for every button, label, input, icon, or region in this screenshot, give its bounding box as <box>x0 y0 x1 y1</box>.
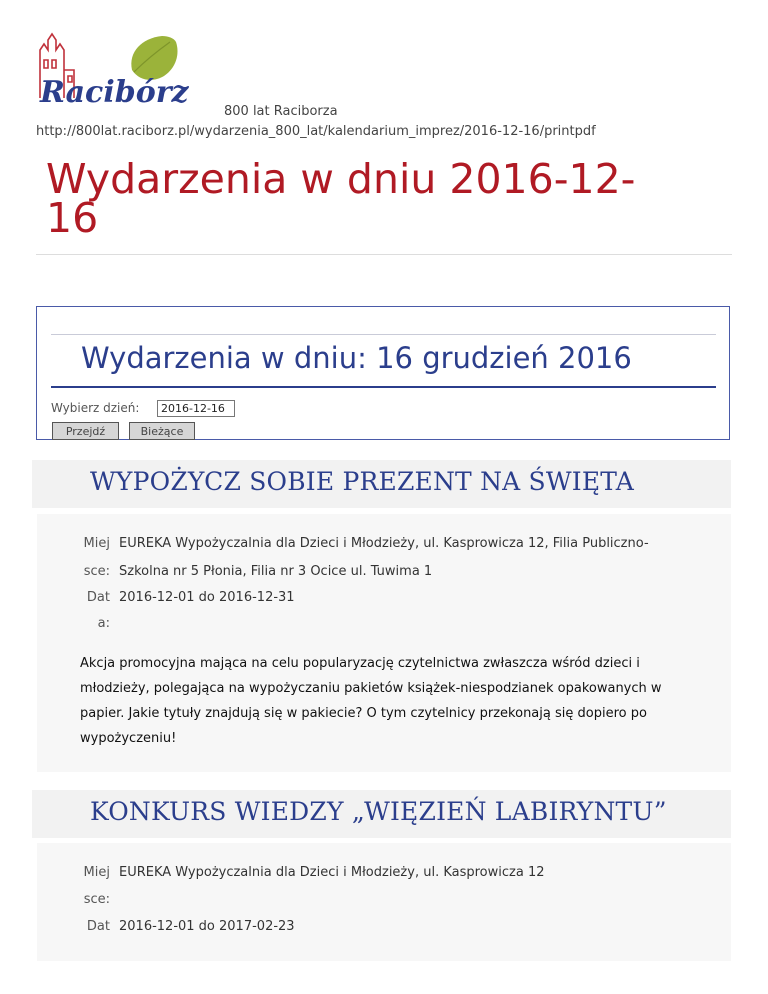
date-value: 2016-12-01 do 2016-12-31 <box>119 590 295 605</box>
go-button[interactable]: Przejdź <box>52 422 119 440</box>
date-value: 2016-12-01 do 2017-02-23 <box>119 919 295 934</box>
current-button[interactable]: Bieżące <box>129 422 195 440</box>
date-label-continued: a: <box>97 616 110 631</box>
event-title[interactable]: WYPOŻYCZ SOBIE PREZENT NA ŚWIĘTA <box>90 467 635 496</box>
place-label: Miej <box>83 536 110 551</box>
logo-wordmark: Racibórz <box>40 75 189 110</box>
place-label-continued: sce: <box>83 564 110 579</box>
date-label: Dat <box>86 590 110 605</box>
description-line: Akcja promocyjna mająca na celu popularyzację czytelnictwa zwłaszcza wśród dzieci i <box>80 656 640 671</box>
calendar-title: Wydarzenia w dniu: 16 grudzień 2016 <box>81 341 632 375</box>
event-title[interactable]: KONKURS WIEDZY „WIĘZIEŃ LABIRYNTU” <box>90 797 667 826</box>
calendar-top-divider <box>51 334 716 335</box>
date-picker-label: Wybierz dzień: <box>51 401 140 415</box>
date-input[interactable] <box>157 400 235 417</box>
title-divider <box>36 254 732 255</box>
place-label-continued: sce: <box>83 892 110 907</box>
place-value: EUREKA Wypożyczalnia dla Dzieci i Młodzieży, ul. Kasprowicza 12, Filia Publiczno- <box>119 536 649 551</box>
raciborz-logo <box>34 30 224 112</box>
calendar-widget <box>36 306 730 440</box>
calendar-title-underline <box>51 386 716 388</box>
event-description <box>80 651 680 751</box>
place-value: EUREKA Wypożyczalnia dla Dzieci i Młodzieży, ul. Kasprowicza 12 <box>119 865 545 880</box>
event-details <box>37 843 731 961</box>
site-name: 800 lat Raciborza <box>224 104 338 119</box>
date-label: Dat <box>86 919 110 934</box>
event-header <box>32 460 731 508</box>
event-details <box>37 514 731 772</box>
event-header <box>32 790 731 838</box>
description-line: papier. Jakie tytuły znajdują się w pakiecie? O tym czytelnicy przekonają się dopiero po <box>80 706 647 721</box>
place-value-continued: Szkolna nr 5 Płonia, Filia nr 3 Ocice ul. Tuwima 1 <box>119 564 433 579</box>
description-line: wypożyczeniu! <box>80 731 177 746</box>
description-line: młodzieży, polegająca na wypożyczaniu pakietów książek-niespodzianek opakowanych w <box>80 681 662 696</box>
page-url: http://800lat.raciborz.pl/wydarzenia_800_lat/kalendarium_imprez/2016-12-16/printpdf <box>36 124 596 139</box>
page-title: Wydarzenia w dniu 2016-12-16 <box>46 155 636 242</box>
leaf-icon <box>131 36 177 80</box>
place-label: Miej <box>83 865 110 880</box>
